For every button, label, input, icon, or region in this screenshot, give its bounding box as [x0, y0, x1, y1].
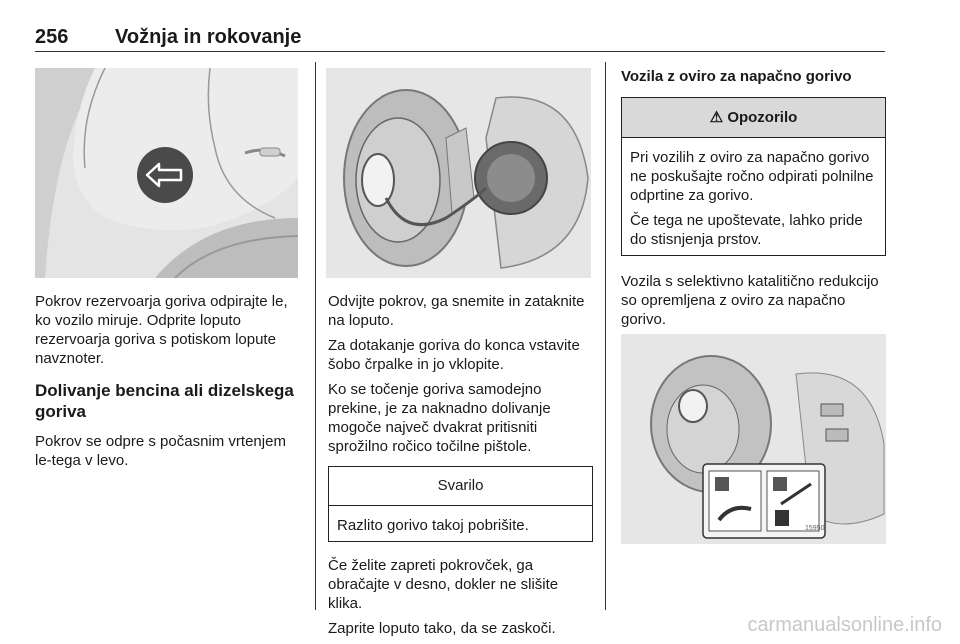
caution-title: Svarilo: [329, 467, 592, 506]
chapter-title: Vožnja in rokovanje: [115, 26, 302, 48]
page-number: 256: [35, 26, 69, 48]
warning-paragraph-2: Če tega ne upoštevate, lahko pride do stisnjenja prstov.: [630, 212, 863, 248]
column-3: [621, 68, 886, 335]
body-paragraph: Vozila s selektivno katalitično redukcijo so opremljena z oviro za napačno gorivo.: [621, 273, 879, 328]
warning-title: Opozorilo: [727, 109, 798, 126]
warning-box: [621, 97, 886, 256]
header-divider: [35, 51, 885, 52]
caution-text: Razlito gorivo takoj pobrišite.: [337, 517, 529, 534]
paragraph-4: Če želite zapreti pokrovček, ga obračajte v desno, dokler ne slišite klika.: [328, 557, 559, 612]
paragraph-2: Za dotakanje goriva do konca vstavite šobo črpalke in jo vklopite.: [328, 337, 580, 373]
caution-box: [328, 466, 593, 542]
warning-body: [622, 138, 885, 255]
section-heading: Vozila z oviro za napačno gorivo: [621, 68, 852, 85]
misfuel-inhibitor-figure: [621, 334, 886, 544]
watermark: carmanualsonline.info: [747, 614, 942, 636]
fuel-flap-figure: [35, 68, 298, 278]
fuel-cap-figure: [326, 68, 591, 278]
warning-paragraph-1: Pri vozilih z oviro za napačno gorivo ne poskušajte ročno odpirati polnilne odprtine za gorivo.: [630, 149, 874, 204]
paragraph-5: Zaprite loputo tako, da se zaskoči.: [328, 620, 556, 637]
section-heading: Dolivanje bencina ali dizelskega goriva: [35, 381, 294, 421]
body-paragraph: Pokrov se odpre s počasnim vrtenjem le-tega v levo.: [35, 433, 286, 469]
intro-paragraph: Pokrov rezervoarja goriva odpirajte le, ko vozilo miruje. Odprite loputo rezervoarja goriva s potiskom lopute navznoter.: [35, 293, 288, 367]
paragraph-3: Ko se točenje goriva samodejno prekine, je za naknadno dolivanje mogoče največ dvakrat pritisniti sprožilno ročico točilne pištole.: [328, 381, 551, 455]
column-1: [35, 292, 300, 476]
column-divider: [605, 62, 606, 610]
column-2: [328, 292, 593, 644]
figure-code: 15950: [805, 525, 825, 532]
warning-header: [622, 98, 885, 138]
column-divider: [315, 62, 316, 610]
page-header: [35, 22, 885, 52]
paragraph-1: Odvijte pokrov, ga snemite in zataknite na loputo.: [328, 293, 585, 329]
warning-triangle-icon: ⚠: [709, 109, 724, 126]
